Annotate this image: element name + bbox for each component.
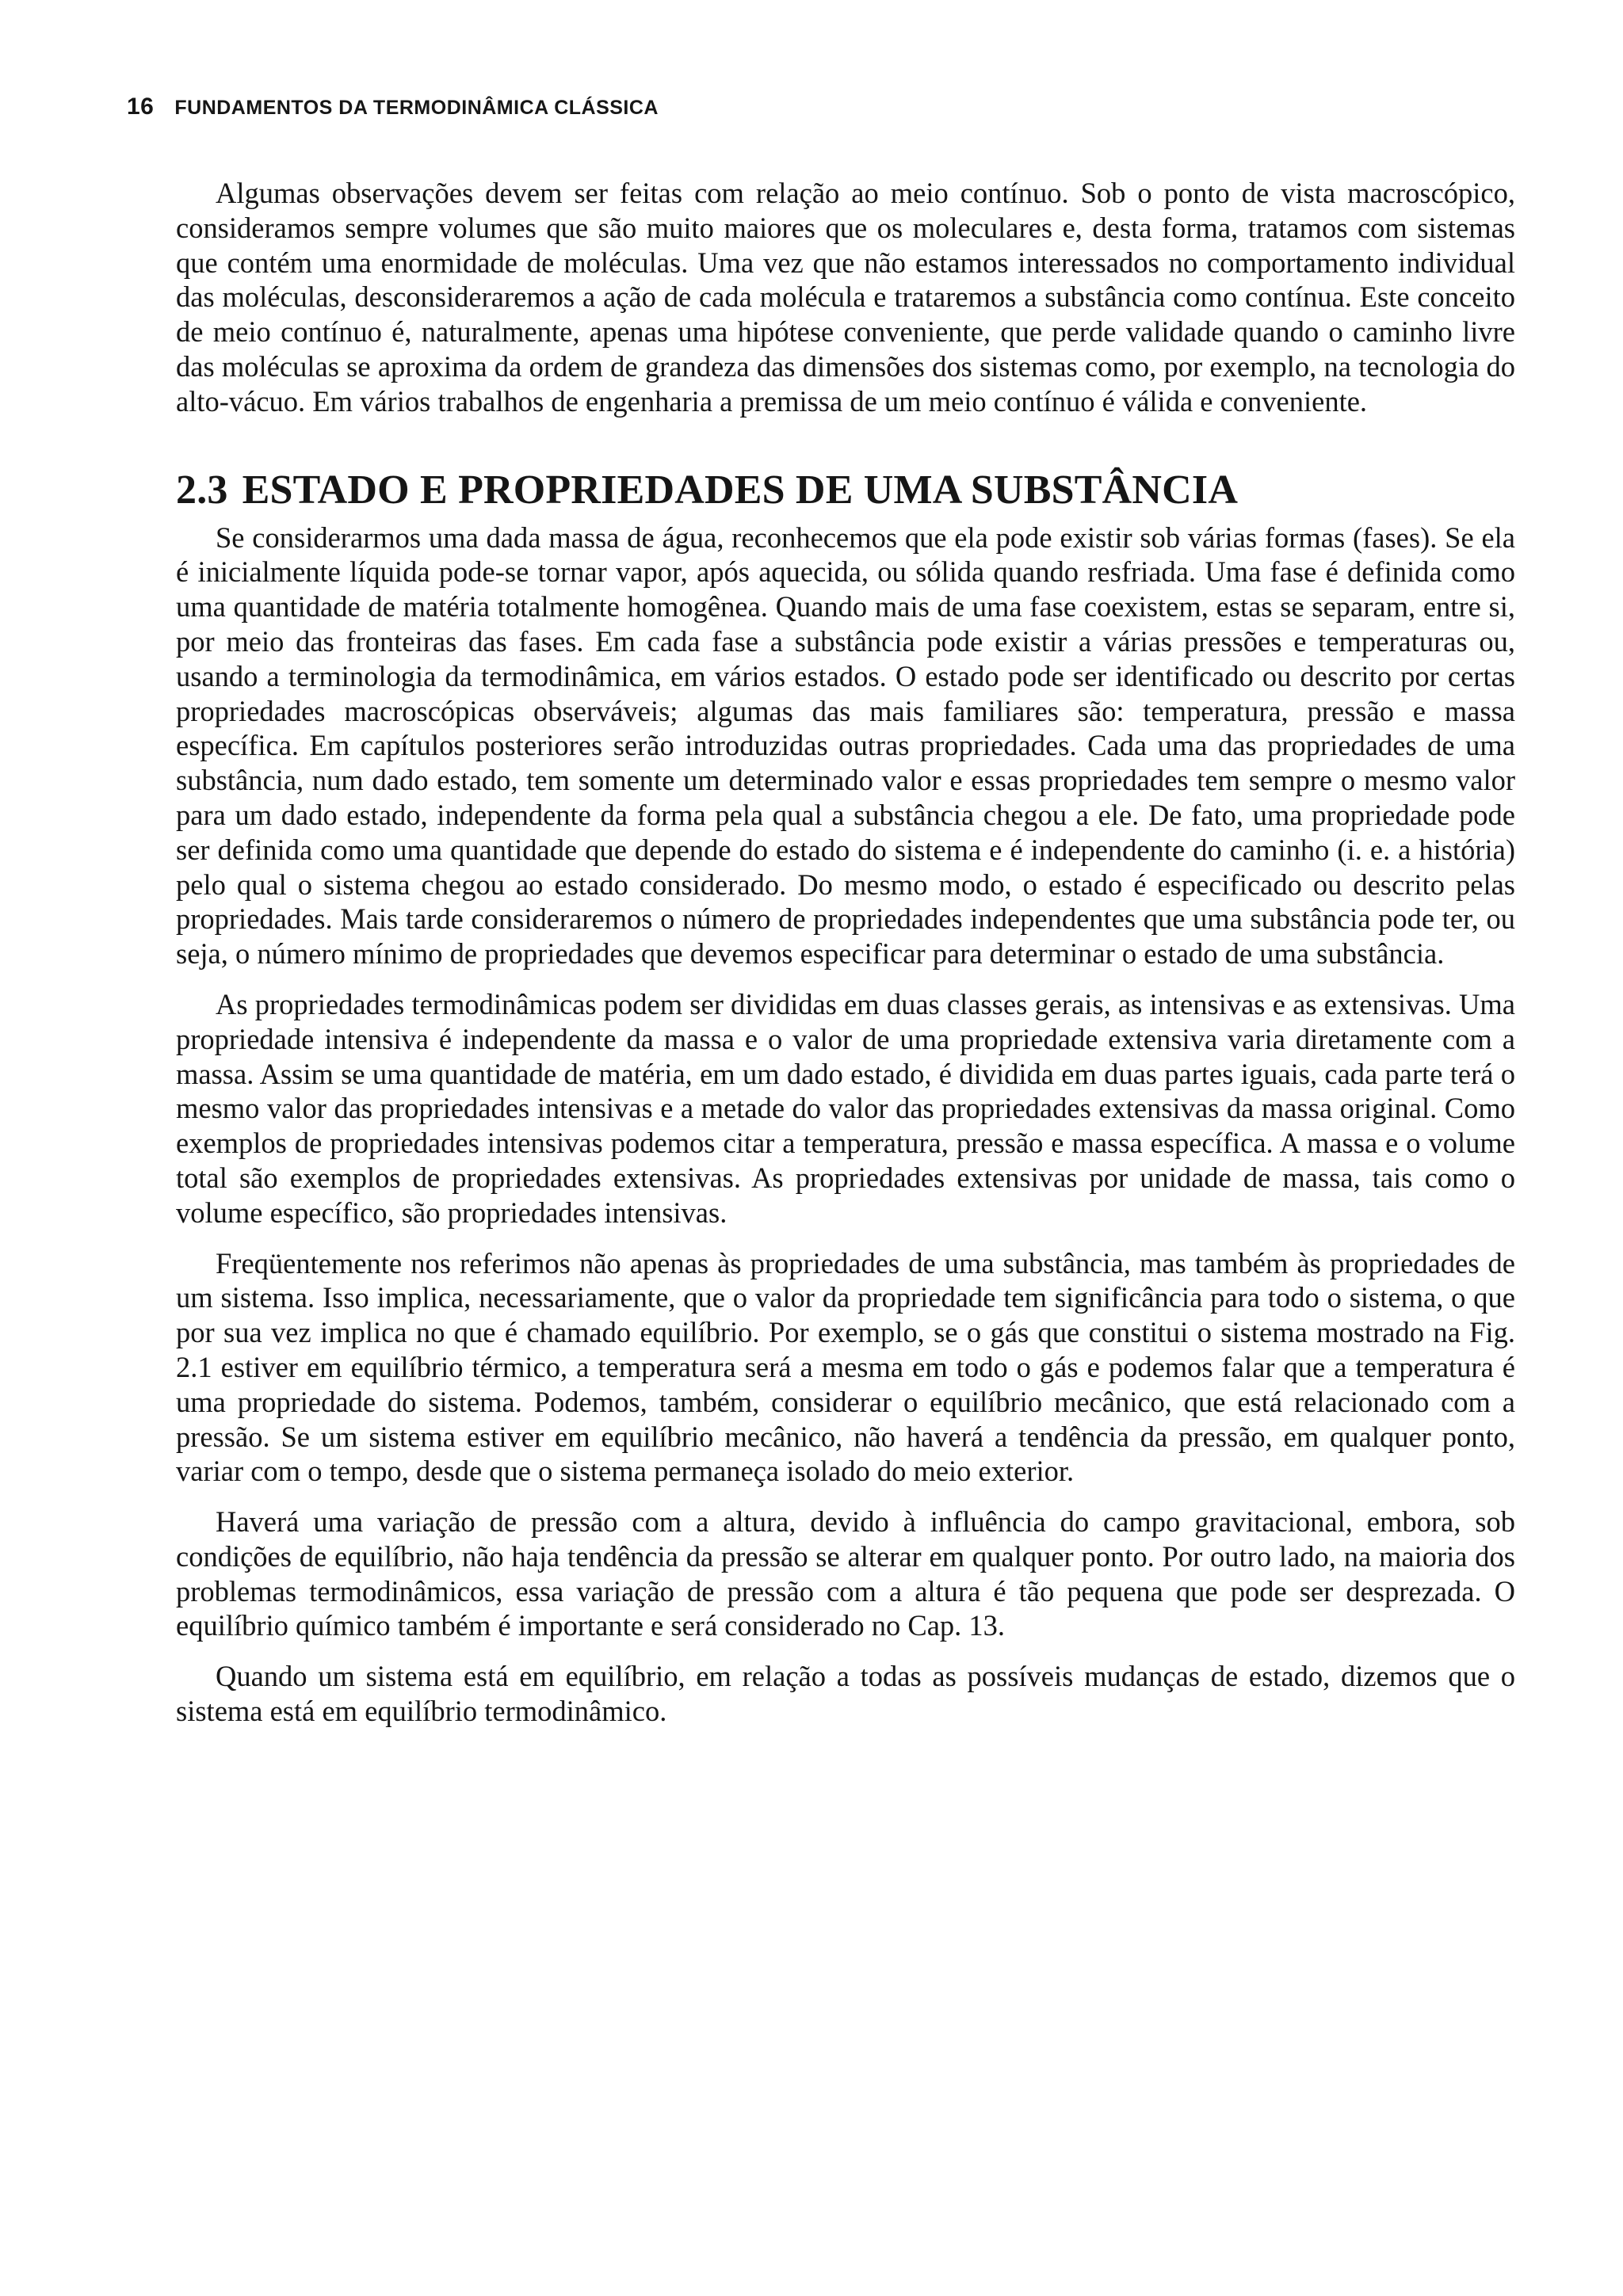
section-heading: [176, 465, 1515, 516]
running-title: FUNDAMENTOS DA TERMODINÂMICA CLÁSSICA: [174, 97, 659, 119]
section-number: 2.3: [176, 467, 228, 513]
running-header: [127, 93, 659, 120]
paragraph-equilibrio: Freqüentemente nos referimos não apenas às propriedades de uma substância, mas também às propriedades de um sistema. Isso implica, necessariamente, que o valor da propriedade tem significância para todo o sistema, o que por sua vez implica no que é chamado equilíbrio. Por exemplo, se o gás que constitui o sistema mostrado na Fig. 2.1 estiver em equilíbrio térmico, a temperatura será a mesma em todo o gás e podemos falar que a temperatura é uma propriedade do sistema. Podemos, também, considerar o equilíbrio mecânico, que está relacionado com a pressão. Se um sistema estiver em equilíbrio mecânico, não haverá a tendência da pressão, em qualquer ponto, variar com o tempo, desde que o sistema permaneça isolado do meio exterior.: [176, 1246, 1515, 1488]
paragraph-equilibrio-termodinamico: Quando um sistema está em equilíbrio, em relação a todas as possíveis mudanças de estado, dizemos que o sistema está em equilíbrio termodinâmico.: [176, 1660, 1515, 1728]
paragraph-estado: Se considerarmos uma dada massa de água, reconhecemos que ela pode existir sob várias formas (fases). Se ela é inicialmente líquida pode-se tornar vapor, após aquecida, ou sólida quando resfriada. Uma fase é definida como uma quantidade de matéria totalmente homogênea. Quando mais de uma fase coexistem, estas se separam, entre si, por meio das fronteiras das fases. Em cada fase a substância pode existir a várias pressões e temperaturas ou, usando a terminologia da termodinâmica, em vários estados. O estado pode ser identificado ou descrito por certas propriedades macroscópicas observáveis; algumas das mais familiares são: temperatura, pressão e massa específica. Em capítulos posteriores serão introduzidas outras propriedades. Cada uma das propriedades de uma substância, num dado estado, tem somente um determinado valor e essas propriedades tem sempre o mesmo valor para um dado estado, independente da forma pela qual a substância chegou a ele. De fato, uma propriedade pode ser definida como uma quantidade que depende do estado do sistema e é independente do caminho (i. e. a história) pelo qual o sistema chegou ao estado considerado. Do mesmo modo, o estado é especificado ou descrito pelas propriedades. Mais tarde consideraremos o número de propriedades independentes que uma substância pode ter, ou seja, o número mínimo de propriedades que devemos especificar para determinar o estado de uma substância.: [176, 521, 1515, 971]
section-title: ESTADO E PROPRIEDADES DE UMA SUBSTÂNCIA: [242, 467, 1239, 513]
body-text: [176, 176, 1515, 1729]
paragraph-meio-continuo: Algumas observações devem ser feitas com relação ao meio contínuo. Sob o ponto de vista macroscópico, consideramos sempre volumes que são muito maiores que os moleculares e, desta forma, tratamos com sistemas que contém uma enormidade de moléculas. Uma vez que não estamos interessados no comportamento individual das moléculas, desconsideraremos a ação de cada molécula e trataremos a substância como contínua. Este conceito de meio contínuo é, naturalmente, apenas uma hipótese conveniente, que perde validade quando o caminho livre das moléculas se aproxima da ordem de grandeza das dimensões dos sistemas como, por exemplo, na tecnologia do alto-vácuo. Em vários trabalhos de engenharia a premissa de um meio contínuo é válida e conveniente.: [176, 177, 1515, 418]
page-number: 16: [127, 93, 155, 120]
paragraph-intensivas-extensivas: As propriedades termodinâmicas podem ser divididas em duas classes gerais, as intensivas e as extensivas. Uma propriedade intensiva é independente da massa e o valor de uma propriedade extensiva varia diretamente com a massa. Assim se uma quantidade de matéria, em um dado estado, é dividida em duas partes iguais, cada parte terá o mesmo valor das propriedades intensivas e a metade do valor das propriedades extensivas da massa original. Como exemplos de propriedades intensivas podemos citar a temperatura, pressão e massa específica. A massa e o volume total são exemplos de propriedades extensivas. As propriedades extensivas por unidade de massa, tais como o volume específico, são propriedades intensivas.: [176, 987, 1515, 1229]
paragraph-pressao-altura: Haverá uma variação de pressão com a altura, devido à influência do campo gravitacional, embora, sob condições de equilíbrio, não haja tendência da pressão se alterar em qualquer ponto. Por outro lado, na maioria dos problemas termodinâmicos, essa variação de pressão com a altura é tão pequena que pode ser desprezada. O equilíbrio químico também é importante e será considerado no Cap. 13.: [176, 1505, 1515, 1642]
